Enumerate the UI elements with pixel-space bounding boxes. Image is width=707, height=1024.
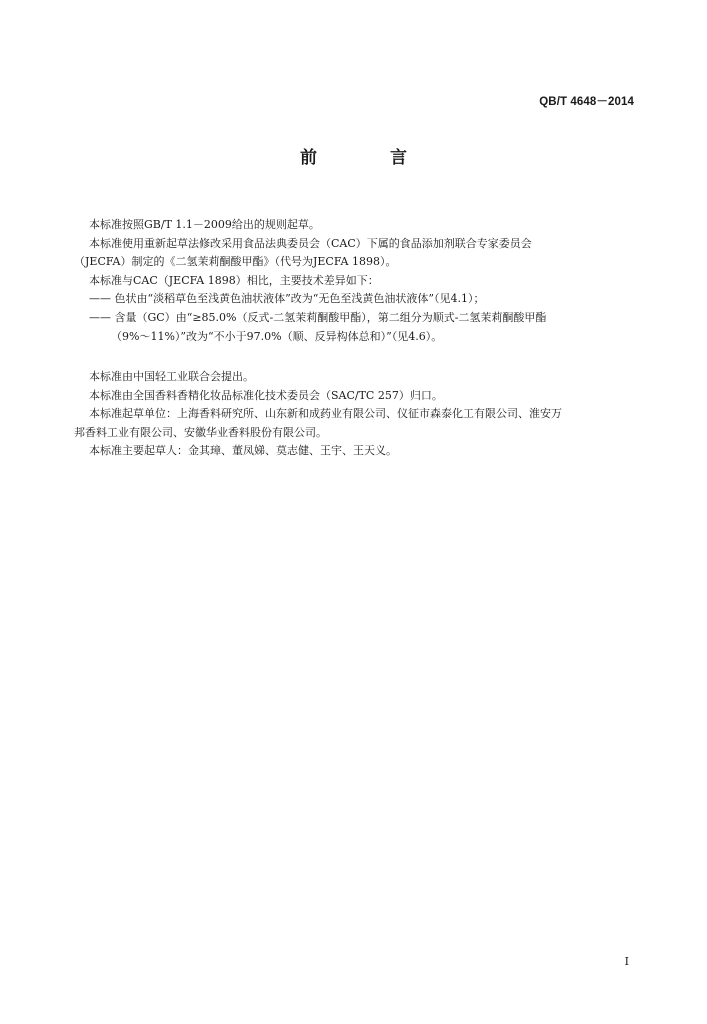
drafting-info-section <box>74 368 635 461</box>
paragraph-drafting-units-cont: 邦香料工业有限公司、安徽华业香料股份有限公司。 <box>74 425 327 439</box>
list-item-content-change-cont: （9%～11%）”改为“不小于97.0%（顺、反异构体总和）”（见4.6）。 <box>111 329 443 343</box>
paragraph-drafting-units: 本标准起草单位：上海香料研究所、山东新和成药业有限公司、仪征市森泰化工有限公司、淮安万 <box>89 407 562 421</box>
paragraph-adoption-method: 本标准使用重新起草法修改采用食品法典委员会（CAC）下属的食品添加剂联合专家委员会 <box>89 236 532 250</box>
page-title: 前 言 <box>300 148 435 168</box>
paragraph-committee: 本标准由全国香料香精化妆品标准化技术委员会（SAC/TC 257）归口。 <box>89 388 443 402</box>
paragraph-drafters: 本标准主要起草人：金其璋、董凤娣、莫志健、王宇、王天义。 <box>89 444 397 458</box>
paragraph-differences-intro: 本标准与CAC（JECFA 1898）相比，主要技术差异如下： <box>89 273 379 287</box>
list-item-content-change: —— 含量（GC）由“≥85.0%（反式-二氢茉莉酮酸甲酯），第二组分为顺式-二氢茉莉酮酸甲酯 <box>89 310 547 324</box>
page-number: I <box>624 955 629 968</box>
paragraph-drafting-rules: 本标准按照GB/T 1.1－2009给出的规则起草。 <box>89 218 320 231</box>
document-code: QB/T 4648－2014 <box>539 96 634 108</box>
technical-differences-section <box>74 216 635 346</box>
paragraph-adoption-method-cont: （JECFA）制定的《二氢茉莉酮酸甲酯》（代号为JECFA 1898）。 <box>74 255 397 269</box>
list-item-color-change: —— 色状由“淡稻草色至浅黄色油状液体”改为“无色至浅黄色油状液体”（见4.1）； <box>89 292 485 306</box>
paragraph-proposer: 本标准由中国轻工业联合会提出。 <box>89 370 254 383</box>
